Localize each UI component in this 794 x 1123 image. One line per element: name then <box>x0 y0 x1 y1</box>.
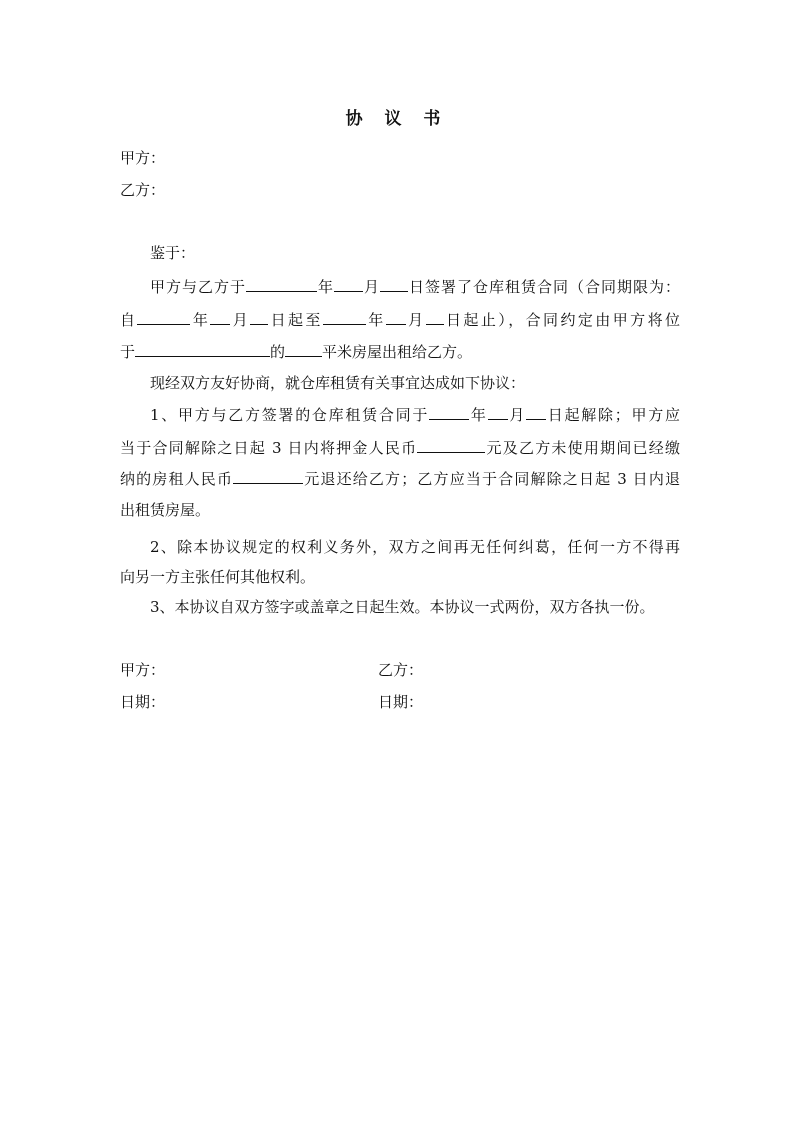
text: 年 <box>365 311 386 329</box>
whereas-label: 鉴于： <box>150 244 196 262</box>
text: 纳的房租人民币 <box>120 470 234 488</box>
blank-field[interactable] <box>380 274 408 292</box>
text: 月 <box>363 278 380 296</box>
text: 年 <box>469 406 488 424</box>
clause-1-line-3 <box>120 466 680 490</box>
blank-field[interactable] <box>417 435 485 453</box>
blank-field[interactable] <box>526 402 546 420</box>
clause-1-line-2 <box>120 435 680 459</box>
text: 自 <box>120 311 138 329</box>
party-a-label: 甲方： <box>120 149 166 167</box>
text: 的 <box>270 343 286 361</box>
blank-field[interactable] <box>285 339 322 357</box>
blank-field[interactable] <box>488 402 508 420</box>
signature-date-b: 日期： <box>378 693 424 711</box>
signature-date-a: 日期： <box>120 693 166 711</box>
blank-field[interactable] <box>334 274 363 292</box>
blank-field[interactable] <box>233 466 303 484</box>
recital-line-3 <box>120 339 680 363</box>
clause-1-line-1 <box>120 402 680 426</box>
party-b-label: 乙方： <box>120 181 166 199</box>
blank-field[interactable] <box>250 307 268 325</box>
text: 月 <box>507 406 527 424</box>
text: 于 <box>120 343 136 361</box>
text: 甲方与乙方于 <box>150 278 246 296</box>
clause-2-line-2: 向另一方主张任何其他权利。 <box>120 568 316 586</box>
clause-3: 3、本协议自双方签字或盖章之日起生效。本协议一式两份，双方各执一份。 <box>150 598 655 616</box>
text: 1、甲方与乙方签署的仓库租赁合同于 <box>150 406 430 424</box>
signature-party-b: 乙方： <box>378 661 424 679</box>
text: 当于合同解除之日起 3 日内将押金人民币 <box>120 439 418 457</box>
blank-field[interactable] <box>246 274 317 292</box>
text: 平米房屋出租给乙方。 <box>322 343 473 361</box>
document-title: 协 议 书 <box>345 109 449 129</box>
text: 日签署了仓库租赁合同（合同期限为： <box>408 278 680 296</box>
text: 日起解除；甲方应 <box>546 406 680 424</box>
text: 月 <box>405 311 426 329</box>
text: 日起至 <box>268 311 323 329</box>
blank-field[interactable] <box>135 339 270 357</box>
clause-1-line-4: 出租赁房屋。 <box>120 501 211 519</box>
blank-field[interactable] <box>386 307 406 325</box>
blank-field[interactable] <box>429 402 469 420</box>
clause-2-line-1: 2、除本协议规定的权利义务外，双方之间再无任何纠葛，任何一方不得再 <box>150 538 680 556</box>
text: 年 <box>317 278 334 296</box>
text: 月 <box>230 311 251 329</box>
text: 元及乙方未使用期间已经缴 <box>485 439 680 457</box>
agreement-intro: 现经双方友好协商，就仓库租赁有关事宜达成如下协议： <box>150 374 526 392</box>
recital-line-2 <box>120 307 680 331</box>
blank-field[interactable] <box>137 307 190 325</box>
text: 元退还给乙方；乙方应当于合同解除之日起 3 日内退 <box>303 470 680 488</box>
blank-field[interactable] <box>426 307 444 325</box>
blank-field[interactable] <box>210 307 230 325</box>
text: 年 <box>190 311 211 329</box>
blank-field[interactable] <box>323 307 366 325</box>
text: 日起止），合同约定由甲方将位 <box>443 311 680 329</box>
signature-party-a: 甲方： <box>120 661 166 679</box>
recital-line-1 <box>120 274 680 298</box>
